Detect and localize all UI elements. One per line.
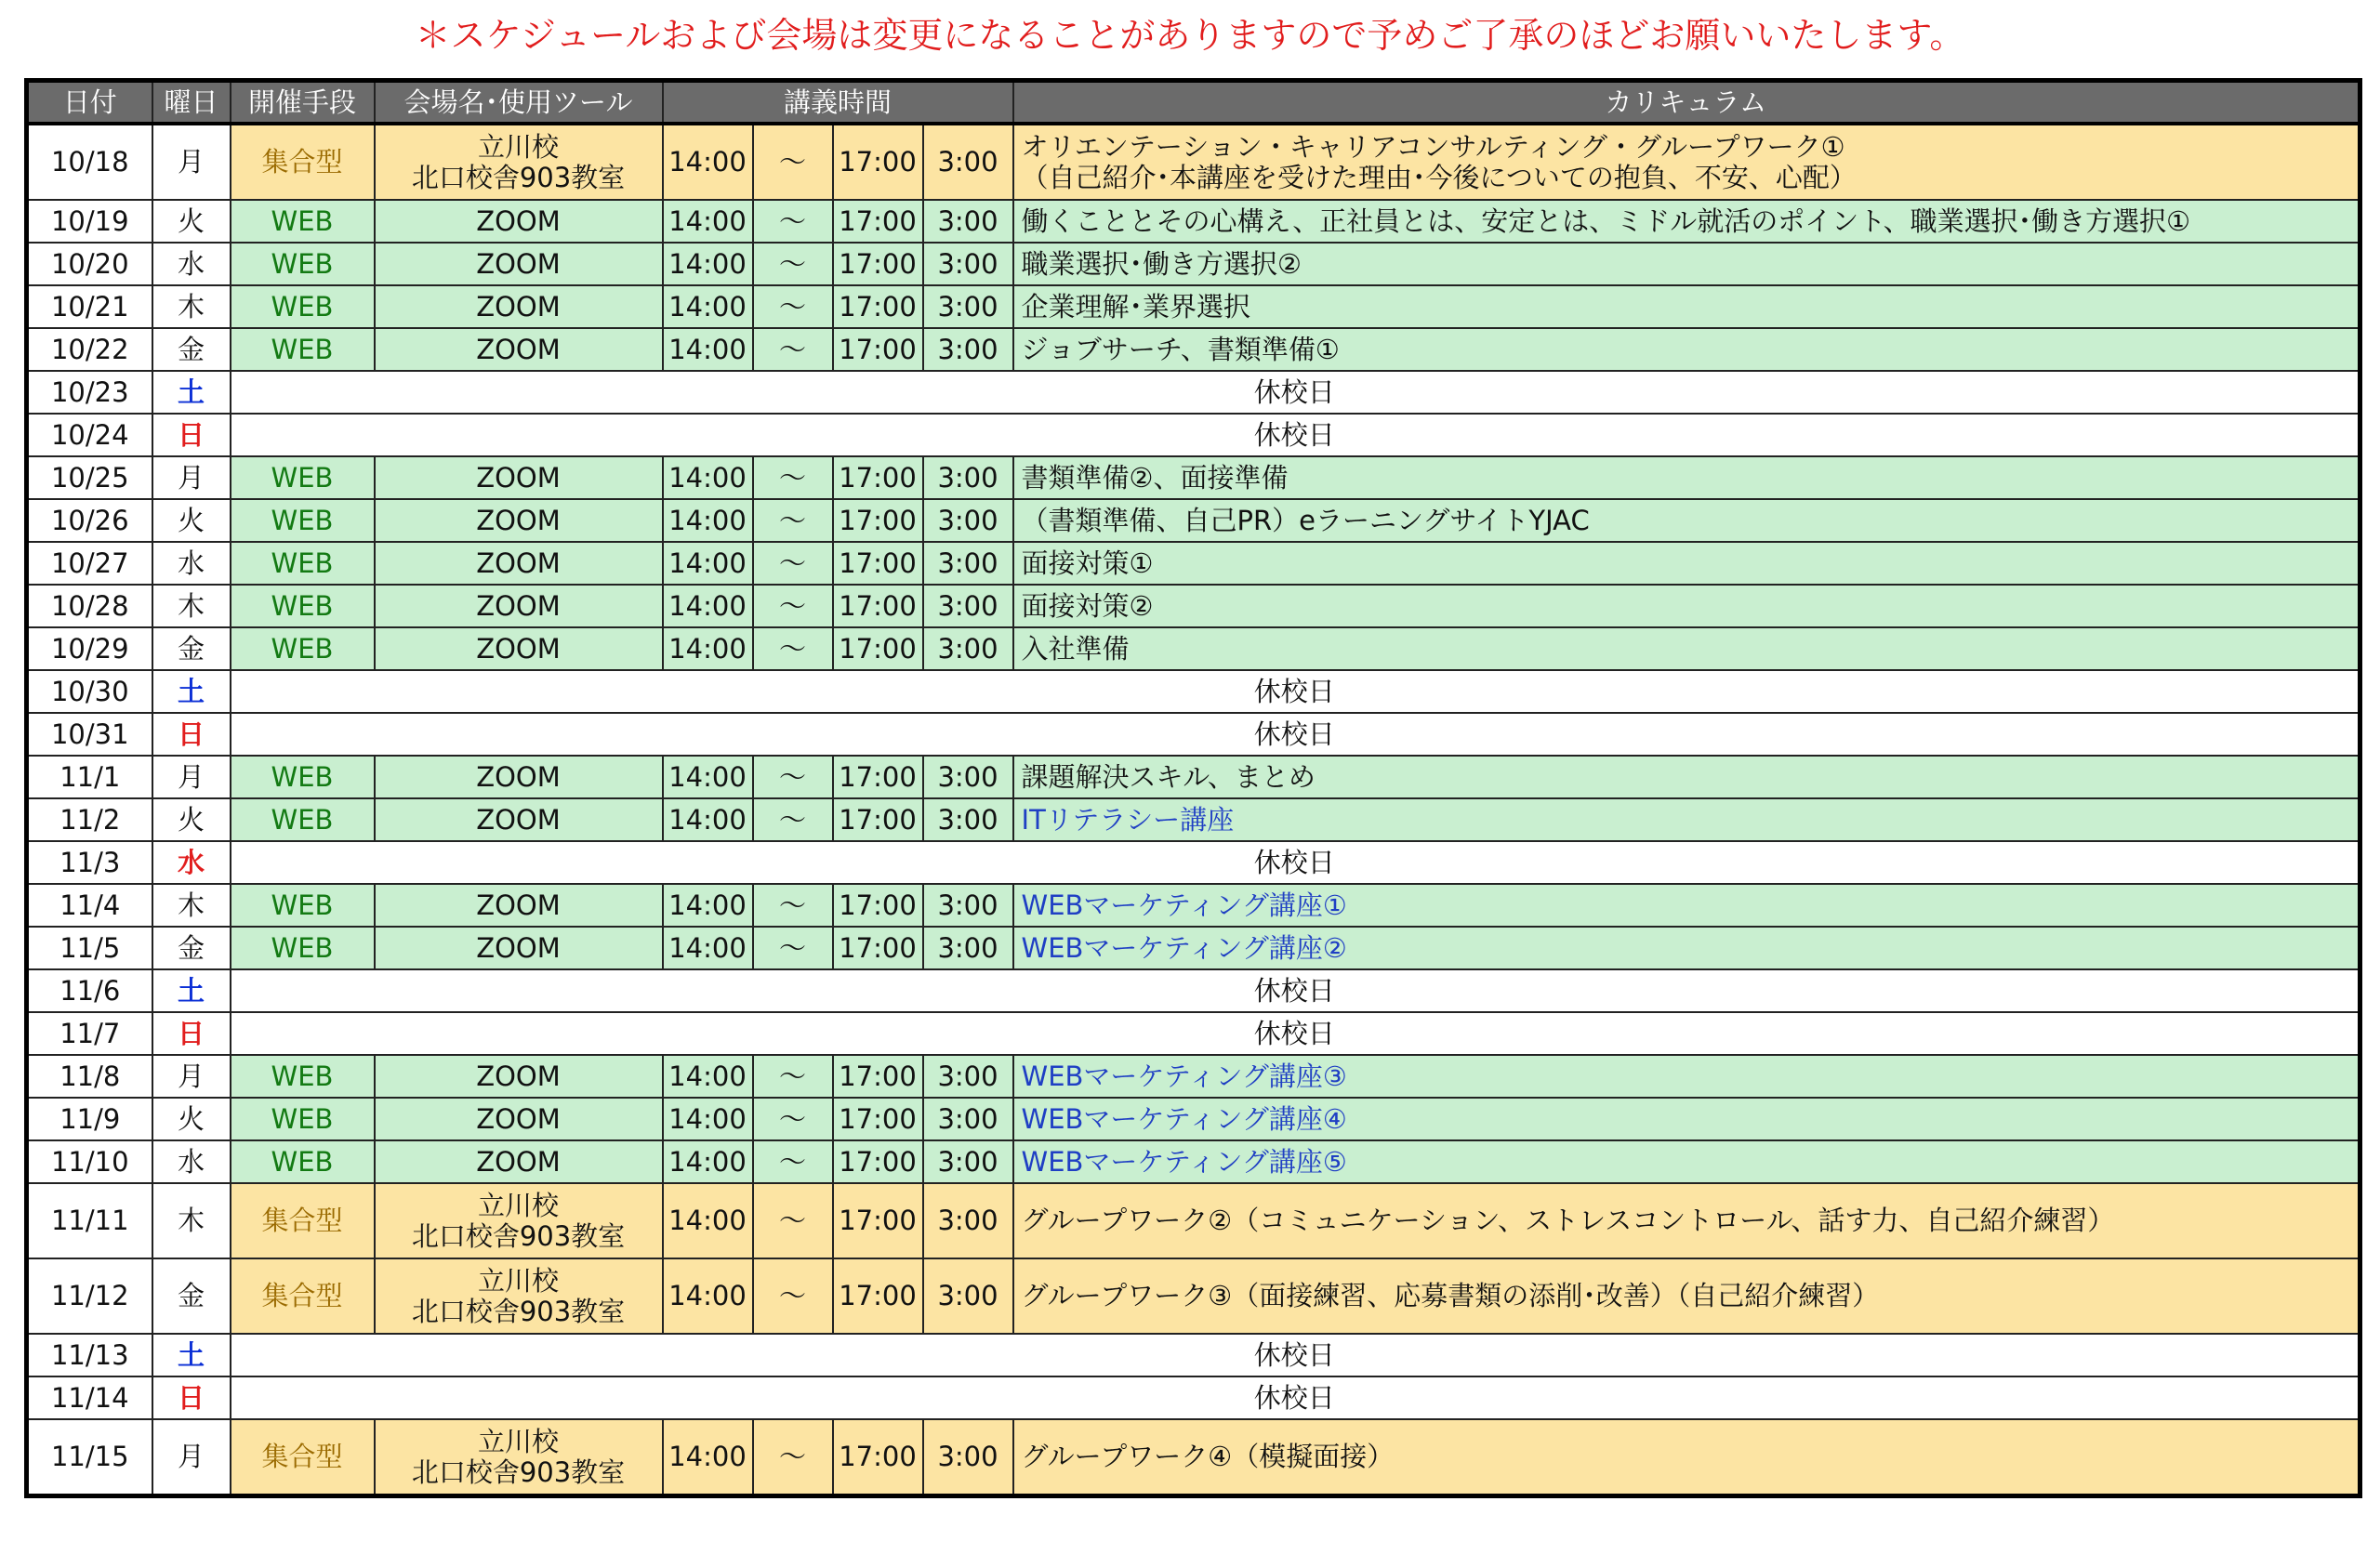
header-curriculum: カリキュラム (1013, 81, 2360, 125)
header-venue: 会場名･使用ツール (375, 81, 663, 125)
date-cell: 11/15 (27, 1419, 152, 1496)
table-row (27, 414, 2360, 456)
curriculum-line-1: 職業選択･働き方選択② (1021, 247, 1302, 280)
end-time-cell: 17:00 (833, 1055, 923, 1098)
start-time-cell: 14:00 (663, 1055, 753, 1098)
date-cell: 10/21 (27, 285, 152, 328)
time-separator-cell: ～ (753, 124, 833, 200)
mode-cell: WEB (231, 884, 375, 927)
table-row (27, 756, 2360, 798)
date-cell: 10/18 (27, 124, 152, 200)
curriculum-cell (1013, 200, 2360, 243)
venue-line-1: ZOOM (476, 589, 561, 622)
table-row (27, 670, 2360, 713)
date-cell: 11/6 (27, 969, 152, 1012)
start-time-cell: 14:00 (663, 627, 753, 670)
table-row (27, 713, 2360, 756)
end-time-cell: 17:00 (833, 124, 923, 200)
venue-line-1: 立川校 (477, 130, 559, 163)
start-time-cell: 14:00 (663, 884, 753, 927)
table-row (27, 841, 2360, 884)
table-row (27, 1334, 2360, 1376)
time-separator-cell: ～ (753, 542, 833, 585)
weekday-cell: 月 (152, 1055, 231, 1098)
start-time-cell: 14:00 (663, 542, 753, 585)
date-cell: 11/3 (27, 841, 152, 884)
weekday-cell: 水 (152, 841, 231, 884)
holiday-cell: 休校日 (231, 371, 2360, 414)
venue-cell (375, 884, 663, 927)
duration-cell: 3:00 (923, 124, 1013, 200)
venue-cell (375, 1183, 663, 1258)
date-cell: 11/13 (27, 1334, 152, 1376)
time-separator-cell: ～ (753, 499, 833, 542)
end-time-cell: 17:00 (833, 542, 923, 585)
mode-cell: WEB (231, 1098, 375, 1140)
table-row (27, 499, 2360, 542)
curriculum-line-1: 企業理解･業界選択 (1021, 290, 1251, 323)
venue-line-1: ZOOM (476, 204, 561, 237)
venue-cell (375, 328, 663, 371)
venue-line-1: ZOOM (476, 461, 561, 494)
start-time-cell: 14:00 (663, 499, 753, 542)
start-time-cell: 14:00 (663, 585, 753, 627)
schedule-change-notice: ＊スケジュールおよび会場は変更になることがありますので予めご了承のほどお願いいたします。 (415, 15, 1965, 56)
weekday-cell: 月 (152, 756, 231, 798)
venue-line-2: 北口校舎903教室 (411, 1219, 626, 1252)
table-row (27, 969, 2360, 1012)
date-cell: 11/10 (27, 1140, 152, 1183)
venue-cell (375, 456, 663, 499)
venue-line-1: ZOOM (476, 1102, 561, 1135)
date-cell: 10/30 (27, 670, 152, 713)
weekday-cell: 火 (152, 200, 231, 243)
holiday-cell: 休校日 (231, 1012, 2360, 1055)
end-time-cell: 17:00 (833, 243, 923, 285)
weekday-cell: 日 (152, 713, 231, 756)
duration-cell: 3:00 (923, 456, 1013, 499)
weekday-cell: 土 (152, 670, 231, 713)
weekday-cell: 金 (152, 927, 231, 969)
time-separator-cell: ～ (753, 884, 833, 927)
duration-cell: 3:00 (923, 243, 1013, 285)
table-row (27, 285, 2360, 328)
end-time-cell: 17:00 (833, 627, 923, 670)
venue-cell (375, 585, 663, 627)
duration-cell: 3:00 (923, 285, 1013, 328)
table-row (27, 585, 2360, 627)
end-time-cell: 17:00 (833, 1419, 923, 1496)
duration-cell: 3:00 (923, 1183, 1013, 1258)
mode-cell: WEB (231, 627, 375, 670)
time-separator-cell: ～ (753, 456, 833, 499)
venue-line-2: 北口校舎903教室 (411, 161, 626, 193)
end-time-cell: 17:00 (833, 328, 923, 371)
curriculum-line-1: 面接対策② (1021, 589, 1154, 622)
weekday-cell: 水 (152, 243, 231, 285)
venue-line-1: ZOOM (476, 247, 561, 280)
mode-cell: WEB (231, 285, 375, 328)
end-time-cell: 17:00 (833, 1183, 923, 1258)
curriculum-cell (1013, 1098, 2360, 1140)
table-row (27, 542, 2360, 585)
date-cell: 10/26 (27, 499, 152, 542)
date-cell: 11/2 (27, 798, 152, 841)
curriculum-cell (1013, 328, 2360, 371)
venue-line-1: ZOOM (476, 889, 561, 921)
venue-cell (375, 200, 663, 243)
date-cell: 10/29 (27, 627, 152, 670)
mode-cell: 集合型 (231, 1258, 375, 1334)
curriculum-line-1: WEBマーケティング講座② (1021, 931, 1347, 964)
curriculum-cell (1013, 243, 2360, 285)
venue-cell (375, 243, 663, 285)
holiday-cell: 休校日 (231, 1376, 2360, 1419)
date-cell: 11/4 (27, 884, 152, 927)
start-time-cell: 14:00 (663, 1183, 753, 1258)
weekday-cell: 火 (152, 798, 231, 841)
curriculum-cell (1013, 542, 2360, 585)
date-cell: 11/5 (27, 927, 152, 969)
mode-cell: WEB (231, 456, 375, 499)
weekday-cell: 土 (152, 969, 231, 1012)
mode-cell: WEB (231, 585, 375, 627)
curriculum-line-1: グループワーク④（模擬面接） (1021, 1441, 1395, 1472)
venue-cell (375, 1055, 663, 1098)
start-time-cell: 14:00 (663, 124, 753, 200)
curriculum-cell (1013, 1140, 2360, 1183)
weekday-cell: 水 (152, 542, 231, 585)
time-separator-cell: ～ (753, 328, 833, 371)
table-row (27, 927, 2360, 969)
start-time-cell: 14:00 (663, 200, 753, 243)
curriculum-cell (1013, 1419, 2360, 1496)
date-cell: 11/9 (27, 1098, 152, 1140)
curriculum-line-1: 入社準備 (1021, 632, 1130, 665)
mode-cell: WEB (231, 542, 375, 585)
curriculum-cell (1013, 884, 2360, 927)
curriculum-cell (1013, 585, 2360, 627)
venue-cell (375, 542, 663, 585)
date-cell: 10/27 (27, 542, 152, 585)
curriculum-line-1: オリエンテーション・キャリアコンサルティング・グループワーク① (1021, 130, 1845, 163)
curriculum-cell (1013, 499, 2360, 542)
start-time-cell: 14:00 (663, 798, 753, 841)
venue-line-1: ZOOM (476, 632, 561, 665)
holiday-cell: 休校日 (231, 969, 2360, 1012)
curriculum-line-1: グループワーク③（面接練習、応募書類の添削･改善）（自己紹介練習） (1021, 1280, 1880, 1311)
holiday-cell: 休校日 (231, 1334, 2360, 1376)
venue-line-1: ZOOM (476, 803, 561, 836)
curriculum-line-1: 働くこととその心構え、正社員とは、安定とは、ミドル就活のポイント、職業選択･働き方選択① (1021, 204, 2191, 237)
duration-cell: 3:00 (923, 1098, 1013, 1140)
end-time-cell: 17:00 (833, 1258, 923, 1334)
time-separator-cell: ～ (753, 585, 833, 627)
holiday-cell: 休校日 (231, 670, 2360, 713)
duration-cell: 3:00 (923, 1140, 1013, 1183)
end-time-cell: 17:00 (833, 200, 923, 243)
duration-cell: 3:00 (923, 499, 1013, 542)
curriculum-cell (1013, 1258, 2360, 1334)
venue-line-1: 立川校 (477, 1425, 559, 1457)
date-cell: 11/12 (27, 1258, 152, 1334)
date-cell: 10/23 (27, 371, 152, 414)
end-time-cell: 17:00 (833, 884, 923, 927)
end-time-cell: 17:00 (833, 285, 923, 328)
time-separator-cell: ～ (753, 798, 833, 841)
venue-cell (375, 124, 663, 200)
duration-cell: 3:00 (923, 1258, 1013, 1334)
venue-line-1: ZOOM (476, 547, 561, 579)
start-time-cell: 14:00 (663, 1258, 753, 1334)
time-separator-cell: ～ (753, 1098, 833, 1140)
venue-cell (375, 285, 663, 328)
holiday-cell: 休校日 (231, 841, 2360, 884)
venue-line-1: ZOOM (476, 1145, 561, 1178)
curriculum-cell (1013, 627, 2360, 670)
curriculum-line-1: WEBマーケティング講座⑤ (1021, 1145, 1347, 1178)
weekday-cell: 日 (152, 1012, 231, 1055)
time-separator-cell: ～ (753, 1055, 833, 1098)
table-row (27, 627, 2360, 670)
time-separator-cell: ～ (753, 627, 833, 670)
table-row (27, 798, 2360, 841)
table-row (27, 371, 2360, 414)
weekday-cell: 水 (152, 1140, 231, 1183)
venue-line-1: ZOOM (476, 333, 561, 365)
weekday-cell: 木 (152, 285, 231, 328)
table-row (27, 456, 2360, 499)
venue-cell (375, 1419, 663, 1496)
date-cell: 11/1 (27, 756, 152, 798)
start-time-cell: 14:00 (663, 285, 753, 328)
weekday-cell: 金 (152, 627, 231, 670)
start-time-cell: 14:00 (663, 328, 753, 371)
date-cell: 10/28 (27, 585, 152, 627)
curriculum-line-1: WEBマーケティング講座③ (1021, 1060, 1347, 1092)
table-row (27, 124, 2360, 200)
mode-cell: WEB (231, 1140, 375, 1183)
time-separator-cell: ～ (753, 1419, 833, 1496)
time-separator-cell: ～ (753, 243, 833, 285)
venue-line-2: 北口校舎903教室 (411, 1295, 626, 1327)
venue-line-1: 立川校 (477, 1264, 559, 1297)
time-separator-cell: ～ (753, 927, 833, 969)
end-time-cell: 17:00 (833, 499, 923, 542)
table-row (27, 1140, 2360, 1183)
curriculum-cell (1013, 124, 2360, 200)
date-cell: 10/19 (27, 200, 152, 243)
curriculum-cell (1013, 1183, 2360, 1258)
time-separator-cell: ～ (753, 1140, 833, 1183)
curriculum-line-1: 書類準備②、面接準備 (1021, 461, 1289, 494)
venue-cell (375, 499, 663, 542)
holiday-cell: 休校日 (231, 414, 2360, 456)
header-time: 講義時間 (663, 81, 1013, 125)
time-separator-cell: ～ (753, 1258, 833, 1334)
end-time-cell: 17:00 (833, 1140, 923, 1183)
curriculum-line-1: 面接対策① (1021, 547, 1154, 579)
curriculum-cell (1013, 285, 2360, 328)
table-row (27, 1419, 2360, 1496)
table-row (27, 328, 2360, 371)
header-mode: 開催手段 (231, 81, 375, 125)
venue-line-1: ZOOM (476, 290, 561, 323)
duration-cell: 3:00 (923, 1419, 1013, 1496)
weekday-cell: 月 (152, 1419, 231, 1496)
venue-line-1: ZOOM (476, 504, 561, 536)
venue-cell (375, 1140, 663, 1183)
duration-cell: 3:00 (923, 328, 1013, 371)
date-cell: 11/14 (27, 1376, 152, 1419)
end-time-cell: 17:00 (833, 585, 923, 627)
mode-cell: WEB (231, 200, 375, 243)
time-separator-cell: ～ (753, 285, 833, 328)
weekday-cell: 日 (152, 414, 231, 456)
table-row (27, 200, 2360, 243)
weekday-cell: 火 (152, 1098, 231, 1140)
curriculum-line-2: （自己紹介･本講座を受けた理由･今後についての抱負、不安、心配） (1021, 161, 1857, 193)
holiday-cell: 休校日 (231, 713, 2360, 756)
time-separator-cell: ～ (753, 756, 833, 798)
mode-cell: WEB (231, 499, 375, 542)
table-row (27, 1258, 2360, 1334)
weekday-cell: 月 (152, 456, 231, 499)
weekday-cell: 金 (152, 1258, 231, 1334)
end-time-cell: 17:00 (833, 456, 923, 499)
weekday-cell: 土 (152, 1334, 231, 1376)
venue-line-1: ZOOM (476, 1060, 561, 1092)
weekday-cell: 木 (152, 585, 231, 627)
curriculum-line-1: （書類準備、自己PR）eラーニングサイトYJAC (1021, 504, 1590, 536)
duration-cell: 3:00 (923, 585, 1013, 627)
table-row (27, 1055, 2360, 1098)
mode-cell: WEB (231, 1055, 375, 1098)
start-time-cell: 14:00 (663, 1140, 753, 1183)
date-cell: 11/11 (27, 1183, 152, 1258)
curriculum-line-1: 課題解決スキル、まとめ (1021, 760, 1316, 793)
header-date: 日付 (27, 81, 152, 125)
curriculum-cell (1013, 798, 2360, 841)
curriculum-cell (1013, 1055, 2360, 1098)
mode-cell: 集合型 (231, 1183, 375, 1258)
table-row (27, 884, 2360, 927)
end-time-cell: 17:00 (833, 798, 923, 841)
curriculum-cell (1013, 456, 2360, 499)
mode-cell: WEB (231, 243, 375, 285)
date-cell: 11/7 (27, 1012, 152, 1055)
course-schedule-table (24, 78, 2362, 1498)
venue-line-1: ZOOM (476, 931, 561, 964)
mode-cell: 集合型 (231, 124, 375, 200)
date-cell: 10/31 (27, 713, 152, 756)
date-cell: 11/8 (27, 1055, 152, 1098)
start-time-cell: 14:00 (663, 243, 753, 285)
venue-cell (375, 756, 663, 798)
schedule-body (27, 124, 2360, 1496)
venue-cell (375, 627, 663, 670)
venue-line-2: 北口校舎903教室 (411, 1455, 626, 1488)
duration-cell: 3:00 (923, 200, 1013, 243)
weekday-cell: 火 (152, 499, 231, 542)
date-cell: 10/22 (27, 328, 152, 371)
date-cell: 10/25 (27, 456, 152, 499)
table-row (27, 1376, 2360, 1419)
duration-cell: 3:00 (923, 542, 1013, 585)
weekday-cell: 木 (152, 884, 231, 927)
header-dow: 曜日 (152, 81, 231, 125)
duration-cell: 3:00 (923, 1055, 1013, 1098)
table-row (27, 1012, 2360, 1055)
table-row (27, 1098, 2360, 1140)
curriculum-line-1: ジョブサーチ、書類準備① (1021, 333, 1340, 365)
mode-cell: WEB (231, 798, 375, 841)
start-time-cell: 14:00 (663, 456, 753, 499)
table-header-row (27, 81, 2360, 125)
time-separator-cell: ～ (753, 1183, 833, 1258)
start-time-cell: 14:00 (663, 927, 753, 969)
mode-cell: WEB (231, 927, 375, 969)
curriculum-line-1: WEBマーケティング講座① (1021, 889, 1347, 921)
duration-cell: 3:00 (923, 884, 1013, 927)
weekday-cell: 日 (152, 1376, 231, 1419)
table-row (27, 243, 2360, 285)
duration-cell: 3:00 (923, 927, 1013, 969)
mode-cell: WEB (231, 756, 375, 798)
weekday-cell: 金 (152, 328, 231, 371)
end-time-cell: 17:00 (833, 1098, 923, 1140)
curriculum-line-1: WEBマーケティング講座④ (1021, 1102, 1347, 1135)
venue-cell (375, 1258, 663, 1334)
weekday-cell: 木 (152, 1183, 231, 1258)
end-time-cell: 17:00 (833, 927, 923, 969)
table-row (27, 1183, 2360, 1258)
weekday-cell: 土 (152, 371, 231, 414)
curriculum-line-1: ITリテラシー講座 (1021, 803, 1235, 836)
venue-line-1: 立川校 (477, 1189, 559, 1221)
date-cell: 10/24 (27, 414, 152, 456)
curriculum-cell (1013, 927, 2360, 969)
start-time-cell: 14:00 (663, 1419, 753, 1496)
start-time-cell: 14:00 (663, 1098, 753, 1140)
duration-cell: 3:00 (923, 798, 1013, 841)
mode-cell: 集合型 (231, 1419, 375, 1496)
venue-cell (375, 1098, 663, 1140)
mode-cell: WEB (231, 328, 375, 371)
venue-line-1: ZOOM (476, 760, 561, 793)
duration-cell: 3:00 (923, 756, 1013, 798)
start-time-cell: 14:00 (663, 756, 753, 798)
curriculum-cell (1013, 756, 2360, 798)
venue-cell (375, 927, 663, 969)
time-separator-cell: ～ (753, 200, 833, 243)
curriculum-line-1: グループワーク②（コミュニケーション、ストレスコントロール、話す力、自己紹介練習） (1021, 1205, 2115, 1236)
date-cell: 10/20 (27, 243, 152, 285)
weekday-cell: 月 (152, 124, 231, 200)
duration-cell: 3:00 (923, 627, 1013, 670)
end-time-cell: 17:00 (833, 756, 923, 798)
venue-cell (375, 798, 663, 841)
